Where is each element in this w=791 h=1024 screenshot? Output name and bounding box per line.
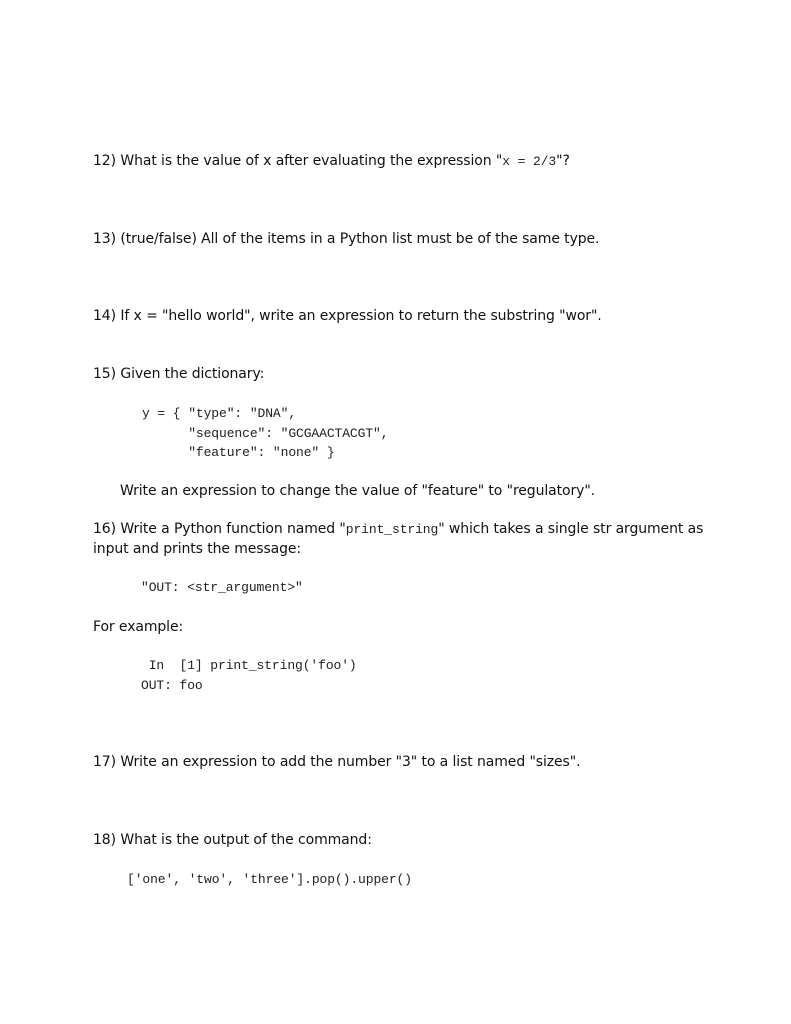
question-13: 13) (true/false) All of the items in a Python list must be of the same type.	[93, 231, 600, 247]
question-16-line-2: input and prints the message:	[93, 541, 302, 557]
q15-code-line-3: "feature": "none" }	[142, 445, 335, 460]
q18-code: ['one', 'two', 'three'].pop().upper()	[127, 872, 412, 887]
q15-code-line-2: "sequence": "GCGAACTACGT",	[142, 426, 389, 441]
q16-prefix: 16) Write a Python function named "	[93, 521, 346, 537]
q15-code-line-1: y = { "type": "DNA",	[142, 406, 297, 421]
q12-suffix: "?	[556, 153, 570, 169]
question-15-intro: 15) Given the dictionary:	[93, 366, 265, 382]
q12-prefix: 12) What is the value of x after evaluating the expression "	[93, 153, 503, 169]
q16-example-in: In [1] print_string('foo')	[141, 658, 357, 673]
q16-suffix: " which takes a single str argument as	[438, 521, 704, 537]
question-17: 17) Write an expression to add the number "3" to a list named "sizes".	[93, 754, 581, 770]
q16-example-label: For example:	[93, 619, 184, 635]
question-12	[93, 151, 570, 172]
q16-example-out: OUT: foo	[141, 678, 203, 693]
q12-code: x = 2/3	[502, 154, 557, 169]
q16-function-name: print_string	[345, 522, 439, 537]
question-16-line-1	[93, 519, 703, 540]
question-18-intro: 18) What is the output of the command:	[93, 832, 372, 848]
question-14: 14) If x = "hello world", write an expression to return the substring "wor".	[93, 308, 602, 324]
q15-instruction: Write an expression to change the value of "feature" to "regulatory".	[120, 483, 596, 499]
q16-message-code: "OUT: <str_argument>"	[141, 580, 303, 595]
